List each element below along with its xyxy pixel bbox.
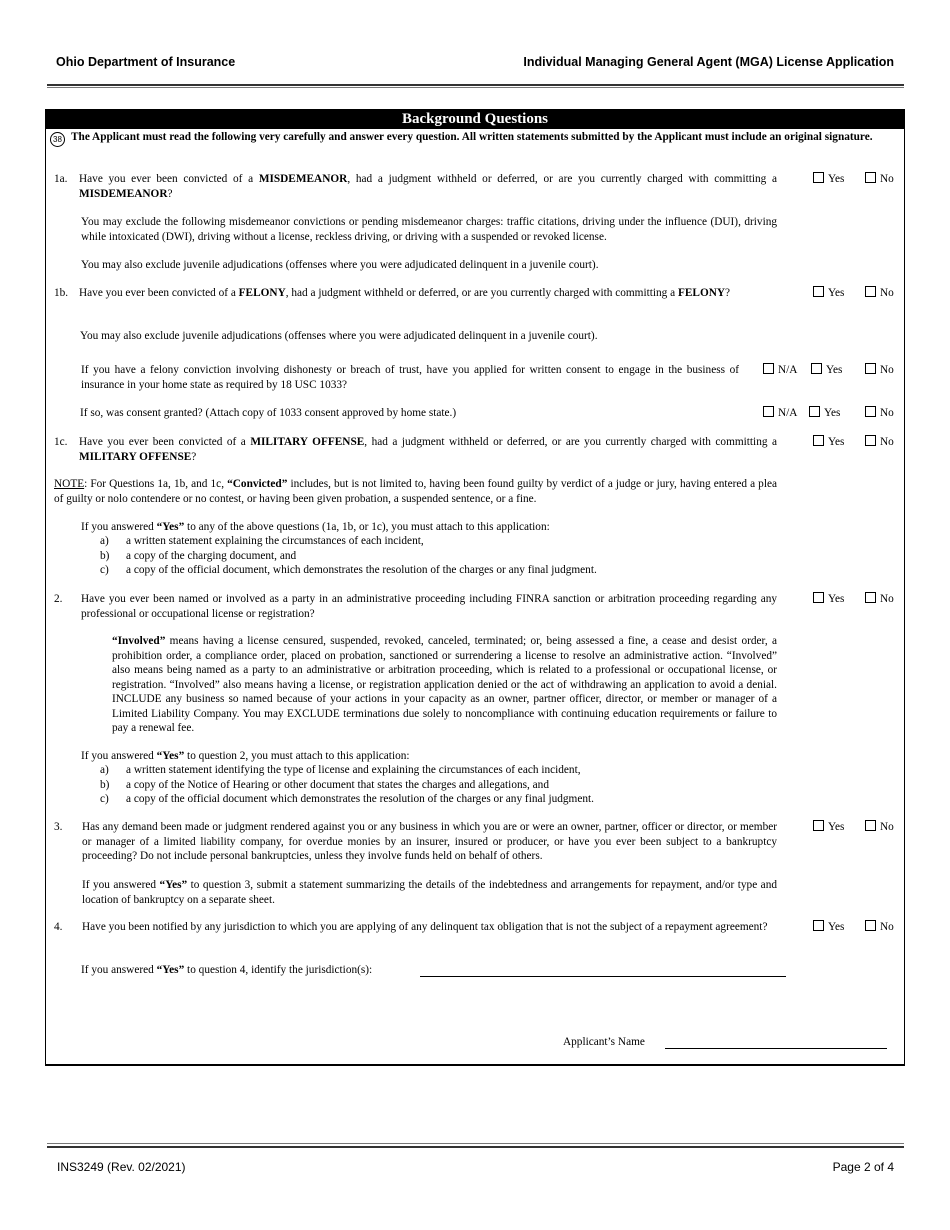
checkbox-box[interactable] — [865, 172, 876, 183]
section-title: Background Questions — [46, 110, 904, 129]
q3-number: 3. — [54, 821, 63, 833]
q2-involved-definition: “Involved” means having a license censured, suspended, revoked, canceled, terminated; or, being assessed a fine, a cease and desist order, a prohibition order, a compliance order, placed on probation, sanctioned or surrendering a license to resolve an administrative action. “Involved” also means being named as a party to an administrative or arbitration proceeding, which is related to a professional or occupational license, or registration. “Involved” also means having a license, or registration application denied or the act of withdrawing an application to avoid a denial. INCLUDE any business so named because of your actions in your capacity as an owner, partner officer, director, or member or manager of a Limited Liability Company. You may EXCLUDE terminations due solely to noncompliance with continuing education requirements or failure to pay a renewal fee. — [112, 635, 777, 734]
q4-followup-text: If you answered “Yes” to question 4, identify the jurisdiction(s): — [81, 964, 373, 976]
q1a-no-checkbox[interactable]: No — [865, 172, 894, 187]
intro-text: The Applicant must read the following very carefully and answer every question. All written statements submitted by the Applicant must include an original signature. — [71, 131, 873, 143]
q1c-number: 1c. — [54, 436, 68, 448]
attach1-intro: If you answered “Yes” to any of the above questions (1a, 1b, or 1c), you must attach to this application: — [81, 521, 550, 533]
checkbox-box[interactable] — [865, 435, 876, 446]
attach2-intro: If you answered “Yes” to question 2, you must attach to this application: — [81, 750, 410, 762]
checkbox-box[interactable] — [763, 406, 774, 417]
q3-text: Has any demand been made or judgment rendered against you or any business in which you are or were an owner, partner, officer or director, or member or manager of a limited liability company, for overdue monies by an insurer, insured or producer, or have you ever been subject to a bankruptcy proceeding? Do not include personal bankruptcies, unless they involve funds held on behalf of others. — [82, 821, 777, 862]
q1b-text: Have you ever been convicted of a FELONY, had a judgment withheld or deferred, or are you currently charged with committing a FELONY? — [79, 287, 731, 299]
checkbox-box[interactable] — [865, 920, 876, 931]
q4-no-checkbox[interactable]: No — [865, 920, 894, 935]
q3-followup-text: If you answered “Yes” to question 3, submit a statement summarizing the details of the indebtedness and arrangements for repayment, and/or type and location of bankruptcy on a separate sheet. — [82, 879, 777, 906]
checkbox-box[interactable] — [813, 286, 824, 297]
q2-yes-checkbox[interactable]: Yes — [813, 592, 844, 607]
q2-number: 2. — [54, 593, 63, 605]
q1b-consent-na-checkbox[interactable]: N/A — [763, 363, 797, 378]
q3-no-checkbox[interactable]: No — [865, 820, 894, 835]
agency-name: Ohio Department of Insurance — [56, 55, 236, 69]
checkbox-box[interactable] — [813, 435, 824, 446]
checkbox-box[interactable] — [813, 920, 824, 931]
q1b-number: 1b. — [54, 287, 69, 299]
background-questions-section: Background Questions 38 The Applicant must read the following very carefully and answer every question. All written statements submitted by the Applicant must include an original signature. 1a. Have you ever been convicted of a MISDEMEANOR, had a judgment withheld or deferred, or are you currently charged with committing a MISDEMEANOR? Yes No You may exclude the following misdemeanor convictions or pending misdemeanor charges: traffic citations, driving under the influence (DUI), driving while intoxicated (DWI), driving without a license, reckless driving, or driving with a suspended or revoked license. You may also exclude juvenile adjudications (offenses where you were adjudicated delinquent in a juvenile court). 1b. Have you ever been convicted of a FELONY, had a judgment withheld or deferred, or are you currently charged with committing a FELONY? Yes No You may also exclude juvenile adjudications (offenses where you were adjudicated delinquent in a juvenile court). If you have a felony conviction involving dishonesty or breach of trust, have you applied for written consent to engage in the business of insurance in your home state as required by 18 USC 1033? N/A Yes No If so, was consent granted? (Attach copy of 1033 consent approved by home state.) N/A Yes No 1c. Have you ever been convicted of a MILITARY OFFENSE, had a judgment withheld or deferred, or are you currently charged with committing a MILITARY OFFENSE? Yes No NOTE: For Questions 1a, 1b, and 1c, “Convicted” includes, but is not limited to, having been found guilty by verdict of a judge or jury, having entered a plea of guilty or nolo contendere or no contest, or having been given probation, a suspended sentence, or a fine. If you answered “Yes” to any of the above questions (1a, 1b, or 1c), you must attach to this application: a) a written statement explaining the circumstances of each incident, b) a copy of the charging document, and c) a copy of the official document, which demonstrates the resolution of the charges or any final judgment. 2. Have you ever been named or involved as a party in an administrative proceeding including FINRA sanction or arbitration proceeding regarding any professional or occupational license or registration? Yes No “Involved” means having a license censured, suspended, revoked, canceled, terminated; or, being assessed a fine, a cease and desist order, a prohibition order, a compliance order, placed on probation, sanctioned or surrendering a license to resolve an administrative action. “Involved” also means being named as a party to an administrative or arbitration proceeding, which is related to a professional or occupational license, or registration. “Involved” also means having a license, or registration application denied or the act of withdrawing an application to avoid a denial. INCLUDE any business so named because of your actions in your capacity as an owner, partner officer, director, or member or manager of a Limited Liability Company. You may EXCLUDE terminations due solely to noncompliance with continuing education requirements or failure to pay a renewal fee. If you answered “Yes” to question 2, you must attach to this application: a) a written statement identifying the type of license and explaining the circumstances of each incident, b) a copy of the Notice of Hearing or other document that states the charges and allegations, and c) a copy of the official document which demonstrates the resolution of the charges or any final judgment. 3. Has any demand been made or judgment rendered against you or any business in which you are or were an owner, partner, officer or director, or member or manager of a limited liability company, for overdue monies by an insurer, insured or producer, or have you ever been subject to a bankruptcy proceeding? Do not include personal bankruptcies, unless they involve funds held on behalf of others. Yes No If you answered “Yes” to question 3, submit a statement summarizing the details of the indebtedness and arrangements for repayment, and/or type and location of bankruptcy on a separate sheet. 4. Have you been notified by any jurisdiction to which you are applying of any delinquent tax obligation that is not the subject of a repayment agreement? Yes No If you answered “Yes” to question 4, identify the jurisdiction(s): Applicant’s Name — [45, 109, 905, 1066]
note-text: NOTE: For Questions 1a, 1b, and 1c, “Convicted” includes, but is not limited to, having been found guilty by verdict of a judge or jury, having entered a plea of guilty or nolo contendere or no contest, or having been given probation, a suspended sentence, or a fine. — [54, 478, 777, 505]
q2-no-checkbox[interactable]: No — [865, 592, 894, 607]
checkbox-box[interactable] — [865, 363, 876, 374]
form-number: INS3249 (Rev. 02/2021) — [57, 1160, 186, 1174]
checkbox-box[interactable] — [813, 820, 824, 831]
q1b-consent-yes-checkbox[interactable]: Yes — [811, 363, 842, 378]
q4-text: Have you been notified by any jurisdiction to which you are applying of any delinquent tax obligation that is not the subject of a repayment agreement? — [82, 921, 768, 933]
page-number: Page 2 of 4 — [832, 1160, 894, 1174]
checkbox-box[interactable] — [763, 363, 774, 374]
checkbox-box[interactable] — [865, 592, 876, 603]
q2-text: Have you ever been named or involved as a party in an administrative proceeding including FINRA sanction or arbitration proceeding regarding any professional or occupational license or registration? — [81, 593, 777, 620]
form-title: Individual Managing General Agent (MGA) License Application — [523, 55, 894, 69]
applicant-name-label: Applicant’s Name — [563, 1036, 645, 1048]
q1b-no-checkbox[interactable]: No — [865, 286, 894, 301]
q3-yes-checkbox[interactable]: Yes — [813, 820, 844, 835]
checkbox-box[interactable] — [811, 363, 822, 374]
q1b-granted-no-checkbox[interactable]: No — [865, 406, 894, 421]
q1a-text: Have you ever been convicted of a MISDEMEANOR, had a judgment withheld or deferred, or are you currently charged with committing a MISDEMEANOR? — [79, 173, 778, 200]
checkbox-box[interactable] — [813, 592, 824, 603]
q1a-number: 1a. — [54, 173, 68, 185]
footer-rule-thin — [47, 1143, 904, 1144]
header-rule — [47, 84, 904, 86]
footer-rule — [47, 1146, 904, 1148]
checkbox-box[interactable] — [809, 406, 820, 417]
header-rule-thin — [47, 87, 904, 88]
q1b-yes-checkbox[interactable]: Yes — [813, 286, 844, 301]
q1a-yes-checkbox[interactable]: Yes — [813, 172, 844, 187]
q1c-no-checkbox[interactable]: No — [865, 435, 894, 450]
checkbox-box[interactable] — [813, 172, 824, 183]
checkbox-box[interactable] — [865, 406, 876, 417]
q1a-juvenile-text: You may also exclude juvenile adjudications (offenses where you were adjudicated delinquent in a juvenile court). — [81, 259, 599, 271]
jurisdiction-input-line[interactable] — [420, 976, 786, 977]
q1b-granted-text: If so, was consent granted? (Attach copy of 1033 consent approved by home state.) — [80, 407, 457, 419]
q4-yes-checkbox[interactable]: Yes — [813, 920, 844, 935]
applicant-name-input-line[interactable] — [665, 1048, 887, 1049]
q1c-yes-checkbox[interactable]: Yes — [813, 435, 844, 450]
q1b-juvenile-text: You may also exclude juvenile adjudications (offenses where you were adjudicated delinquent in a juvenile court). — [80, 330, 598, 342]
q1b-granted-yes-checkbox[interactable]: Yes — [809, 406, 840, 421]
section-number-badge: 38 — [50, 132, 65, 147]
q1a-exclude-text: You may exclude the following misdemeanor convictions or pending misdemeanor charges: traffic citations, driving under the influence (DUI), driving while intoxicated (DWI), driving without a license, reckless driving, or driving with a suspended or revoked license. — [81, 216, 777, 243]
q1b-consent-text: If you have a felony conviction involving dishonesty or breach of trust, have you applied for written consent to engage in the business of insurance in your home state as required by 18 USC 1033? — [81, 364, 739, 391]
q1b-granted-na-checkbox[interactable]: N/A — [763, 406, 797, 421]
q4-number: 4. — [54, 921, 63, 933]
q1c-text: Have you ever been convicted of a MILITARY OFFENSE, had a judgment withheld or deferred, or are you currently charged with committing a MILITARY OFFENSE? — [79, 436, 777, 463]
q1b-consent-no-checkbox[interactable]: No — [865, 363, 894, 378]
checkbox-box[interactable] — [865, 286, 876, 297]
checkbox-box[interactable] — [865, 820, 876, 831]
